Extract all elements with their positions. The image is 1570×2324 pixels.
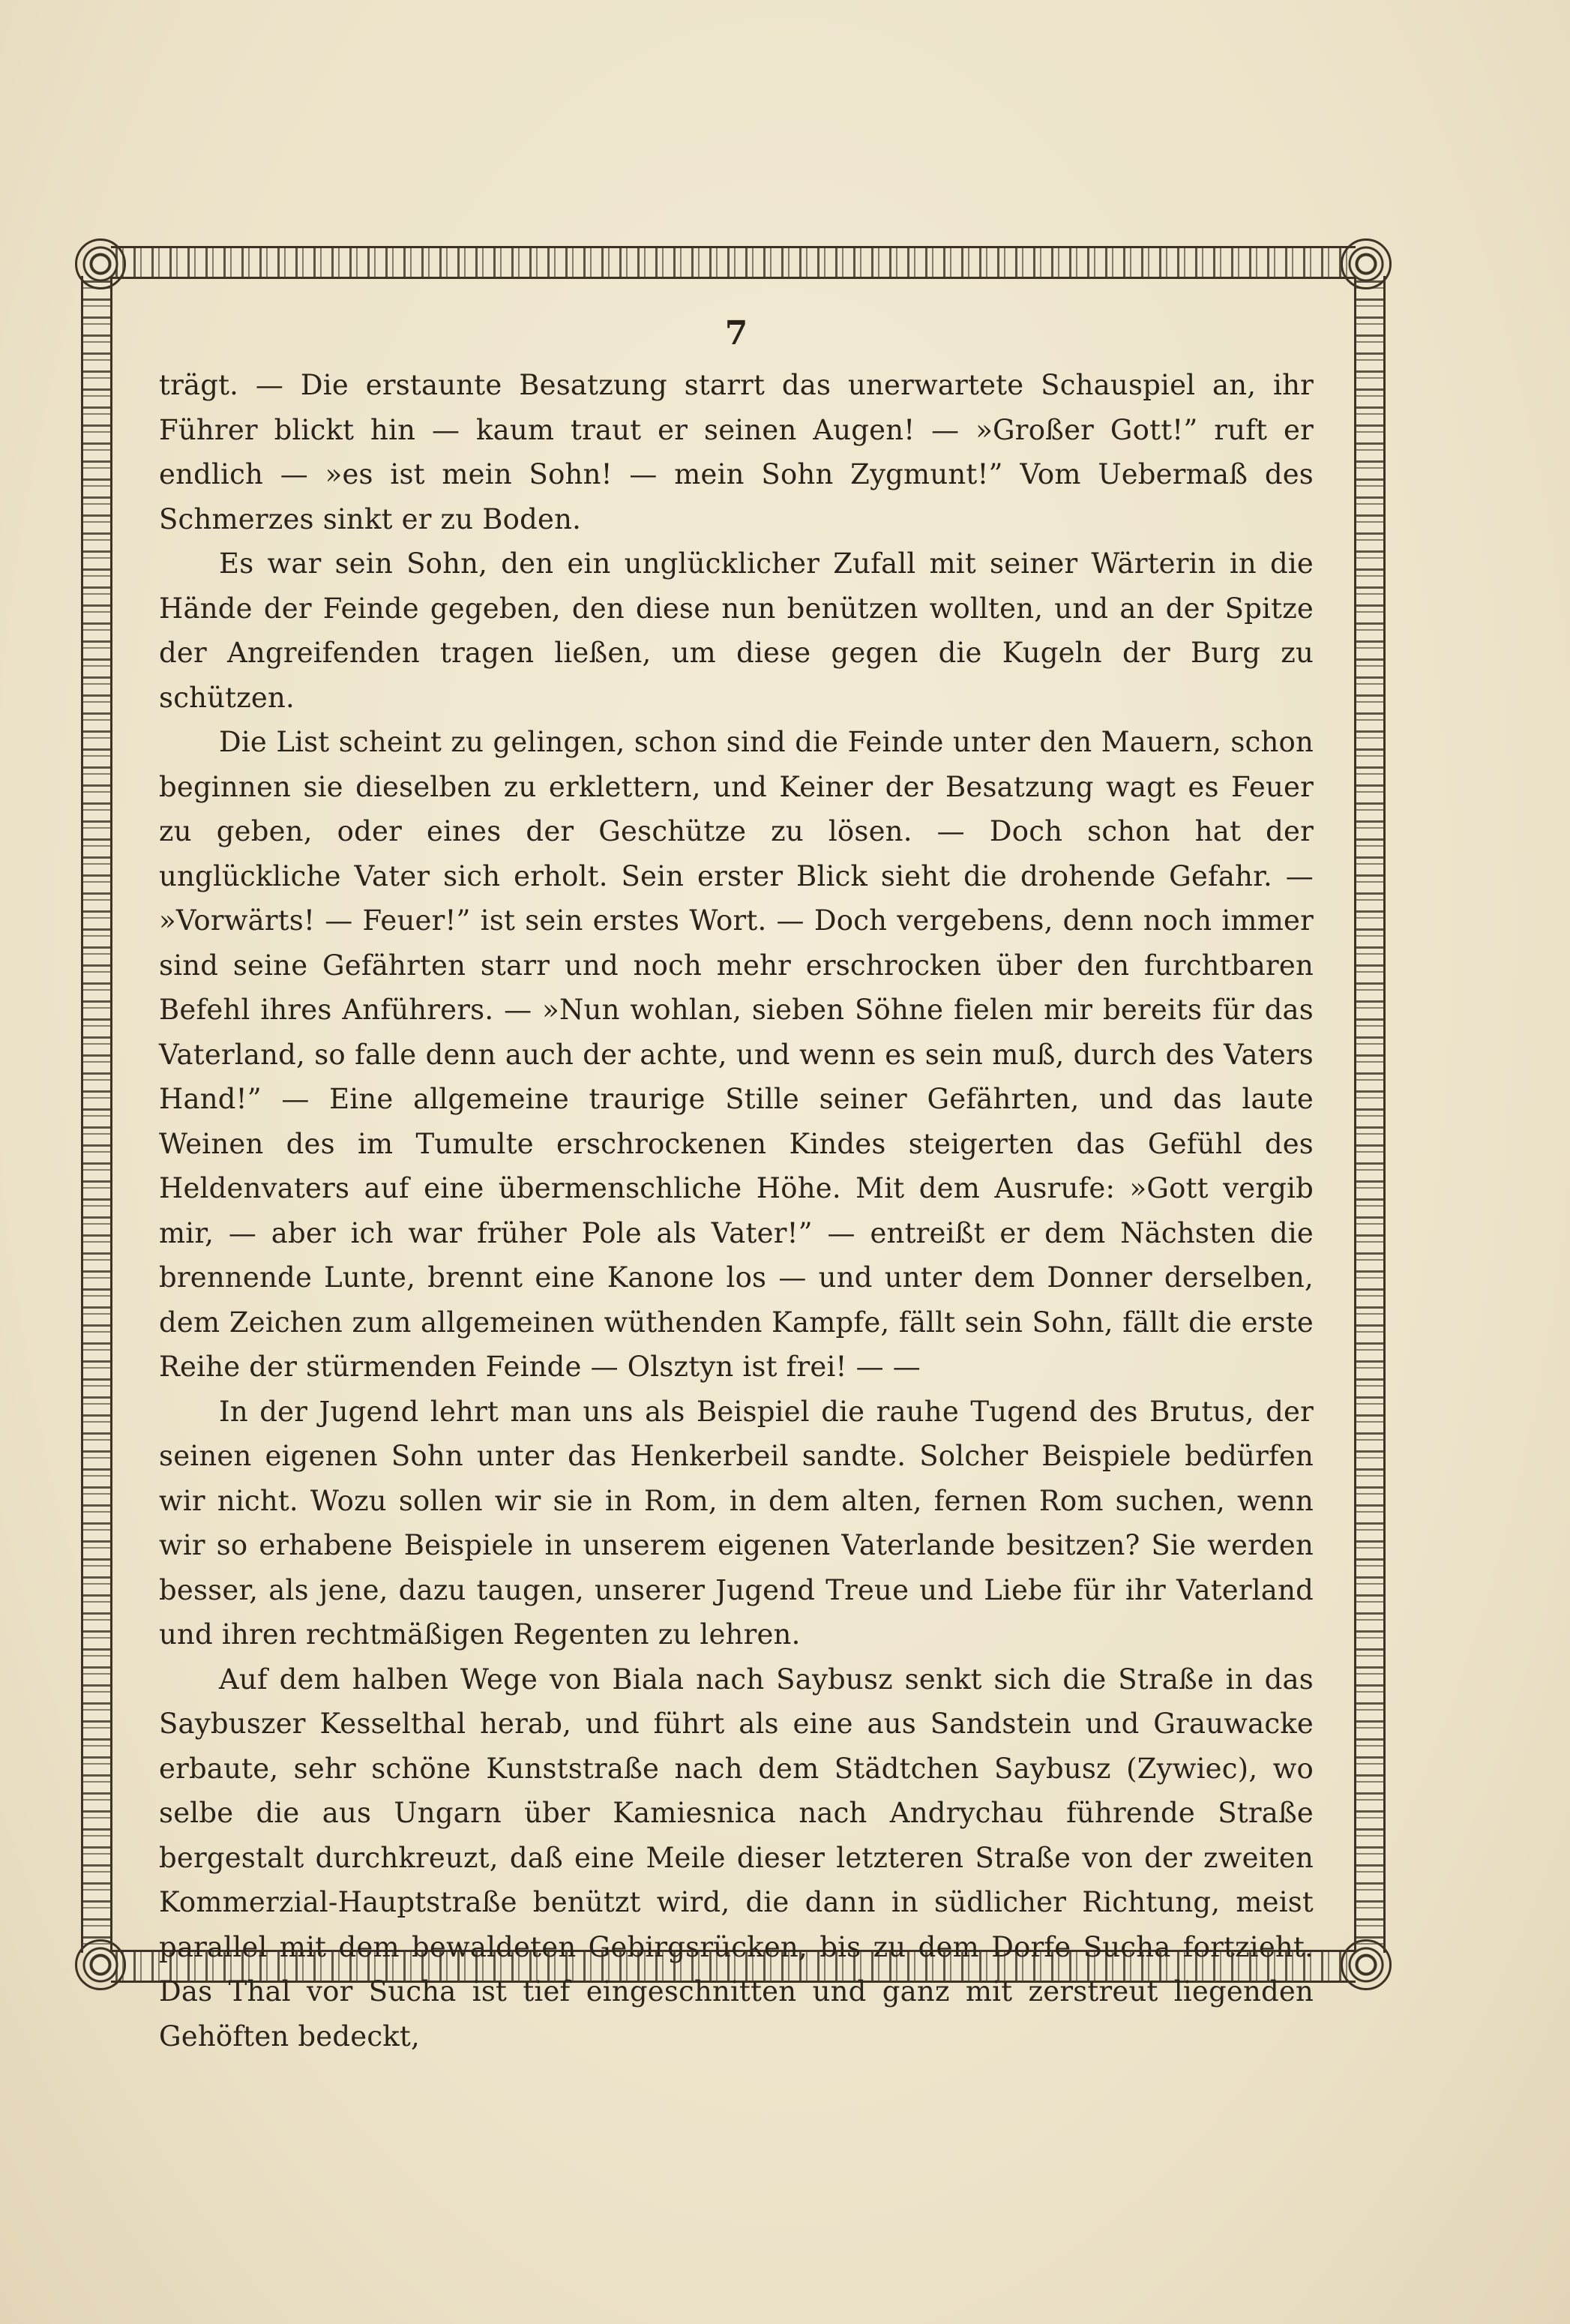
page-body bbox=[159, 315, 1314, 2059]
page-number: 7 bbox=[724, 314, 748, 352]
paragraph-1: trägt. — Die erstaunte Besatzung starrt das unerwartete Schauspiel an, ihr Führer blickt hin — kaum traut er seinen Augen! — »Großer Gott!” ruft er endlich — »es ist mein Sohn! — mein Sohn Zygmunt!” Vom Uebermaß des Schmerzes sinkt er zu Boden. bbox=[159, 369, 1314, 535]
frame-border-right bbox=[1354, 276, 1386, 1953]
frame-corner-ornament-icon bbox=[1341, 1939, 1392, 1990]
frame-border-left bbox=[81, 276, 112, 1953]
paragraph-3: Die List scheint zu gelingen, schon sind die Feinde unter den Mauern, schon beginnen sie dieselben zu erklettern, und Keiner der Besatzung wagt es Feuer zu geben, oder eines der Geschütze zu lösen. — Doch schon hat der unglückliche Vater sich erholt. Sein erster Blick sieht die drohende Gefahr. — »Vorwärts! — Feuer!” ist sein erstes Wort. — Doch vergebens, denn noch immer sind seine Gefährten starr und noch mehr erschrocken über den furchtbaren Befehl ihres Anführers. — »Nun wohlan, sieben Söhne fielen mir bereits für das Vaterland, so falle denn auch der achte, und wenn es sein muß, durch des Vaters Hand!” — Eine allgemeine traurige Stille seiner Gefährten, und das laute Weinen des im Tumulte erschrockenen Kindes steigerten das Gefühl des Heldenvaters auf eine übermenschliche Höhe. Mit dem Ausrufe: »Gott vergib mir, — aber ich war früher Pole als Vater!” — entreißt er dem Nächsten die brennende Lunte, brennt eine Kanone los — und unter dem Donner derselben, dem Zeichen zum allgemeinen wüthenden Kampfe, fällt sein Sohn, fällt die erste Reihe der stürmenden Feinde — Olsztyn ist frei! — — bbox=[159, 726, 1314, 1383]
frame-corner-ornament-icon bbox=[1341, 238, 1392, 289]
frame-border-top bbox=[111, 246, 1356, 279]
paragraph-2: Es war sein Sohn, den ein unglücklicher Zufall mit seiner Wärterin in die Hände der Feinde gegeben, den diese nun benützen wollten, und an der Spitze der Angreifenden tragen ließen, um diese gegen die Kugeln der Burg zu schützen. bbox=[159, 547, 1314, 714]
frame-corner-ornament-icon bbox=[75, 1939, 126, 1990]
paragraph-4: In der Jugend lehrt man uns als Beispiel die rauhe Tugend des Brutus, der seinen eigenen Sohn unter das Henkerbeil sandte. Solcher Beispiele bedürfen wir nicht. Wozu sollen wir sie in Rom, in dem alten, fernen Rom suchen, wenn wir so erhabene Beispiele in unserem eigenen Vaterlande besitzen? Sie werden besser, als jene, dazu taugen, unserer Jugend Treue und Liebe für ihr Vaterland und ihren rechtmäßigen Regenten zu lehren. bbox=[159, 1395, 1314, 1651]
paragraph-5: Auf dem halben Wege von Biala nach Saybusz senkt sich die Straße in das Saybuszer Kesselthal herab, und führt als eine aus Sandstein und Grauwacke erbaute, sehr schöne Kunststraße nach dem Städtchen Saybusz (Zywiec), wo selbe die aus Ungarn über Kamiesnica nach Andrychau führende Straße bergestalt durchkreuzt, daß eine Meile dieser letzteren Straße von der zweiten Kommerzial-Hauptstraße benützt wird, die dann in südlicher Richtung, meist parallel mit dem bewaldeten Gebirgsrücken, bis zu dem Dorfe Sucha fortzieht. Das Thal vor Sucha ist tief eingeschnitten und ganz mit zerstreut liegenden Gehöften bedeckt, bbox=[159, 1663, 1314, 2053]
frame-corner-ornament-icon bbox=[75, 238, 126, 289]
